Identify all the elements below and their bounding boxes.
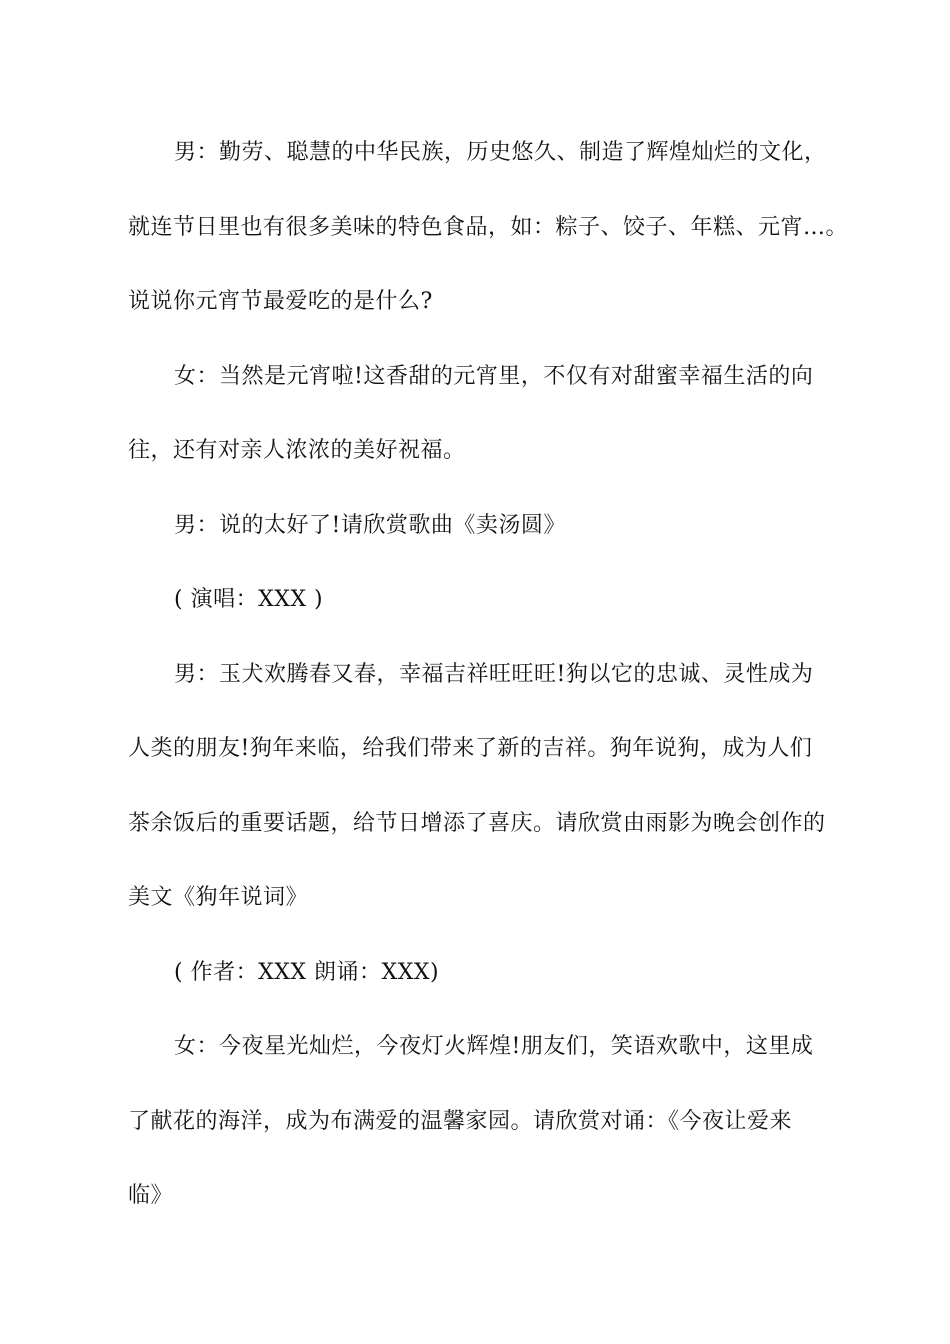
text-line: 人类的朋友!狗年来临，给我们带来了新的吉祥。狗年说狗，成为人们 (128, 736, 813, 761)
text-line: 了献花的海洋，成为布满爱的温馨家园。请欣赏对诵：《今夜让爱来 (128, 1108, 793, 1134)
text-line: 男：勤劳、聪慧的中华民族，历史悠久、制造了辉煌灿烂的文化， (174, 140, 827, 165)
text-line: 往，还有对亲人浓浓的美好祝福。 (128, 438, 466, 463)
text-line: 男：说的太好了!请欣赏歌曲《卖汤圆》 (174, 512, 566, 538)
text-line: 男：玉犬欢腾春又春，幸福吉祥旺旺旺!狗以它的忠诚、灵性成为 (174, 661, 814, 687)
text-line: 女：今夜星光灿烂，今夜灯火辉煌!朋友们，笑语欢歌中，这里成 (174, 1034, 814, 1059)
text-line: ( 演唱：XXX ) (174, 587, 324, 612)
text-line: 就连节日里也有很多美味的特色食品，如：粽子、饺子、年糕、元宵…。 (128, 214, 849, 240)
text-line: 女：当然是元宵啦!这香甜的元宵里，不仅有对甜蜜幸福生活的向 (174, 363, 814, 389)
text-line: 临》 (128, 1183, 174, 1208)
text-line: 茶余饭后的重要话题，给节日增添了喜庆。请欣赏由雨影为晚会创作的 (128, 810, 826, 836)
text-line: ( 作者：XXX 朗诵：XXX) (174, 959, 440, 985)
text-line: 说说你元宵节最爱吃的是什么? (128, 289, 433, 314)
text-line: 美文《狗年说词》 (128, 885, 309, 910)
document-body (128, 116, 849, 1234)
